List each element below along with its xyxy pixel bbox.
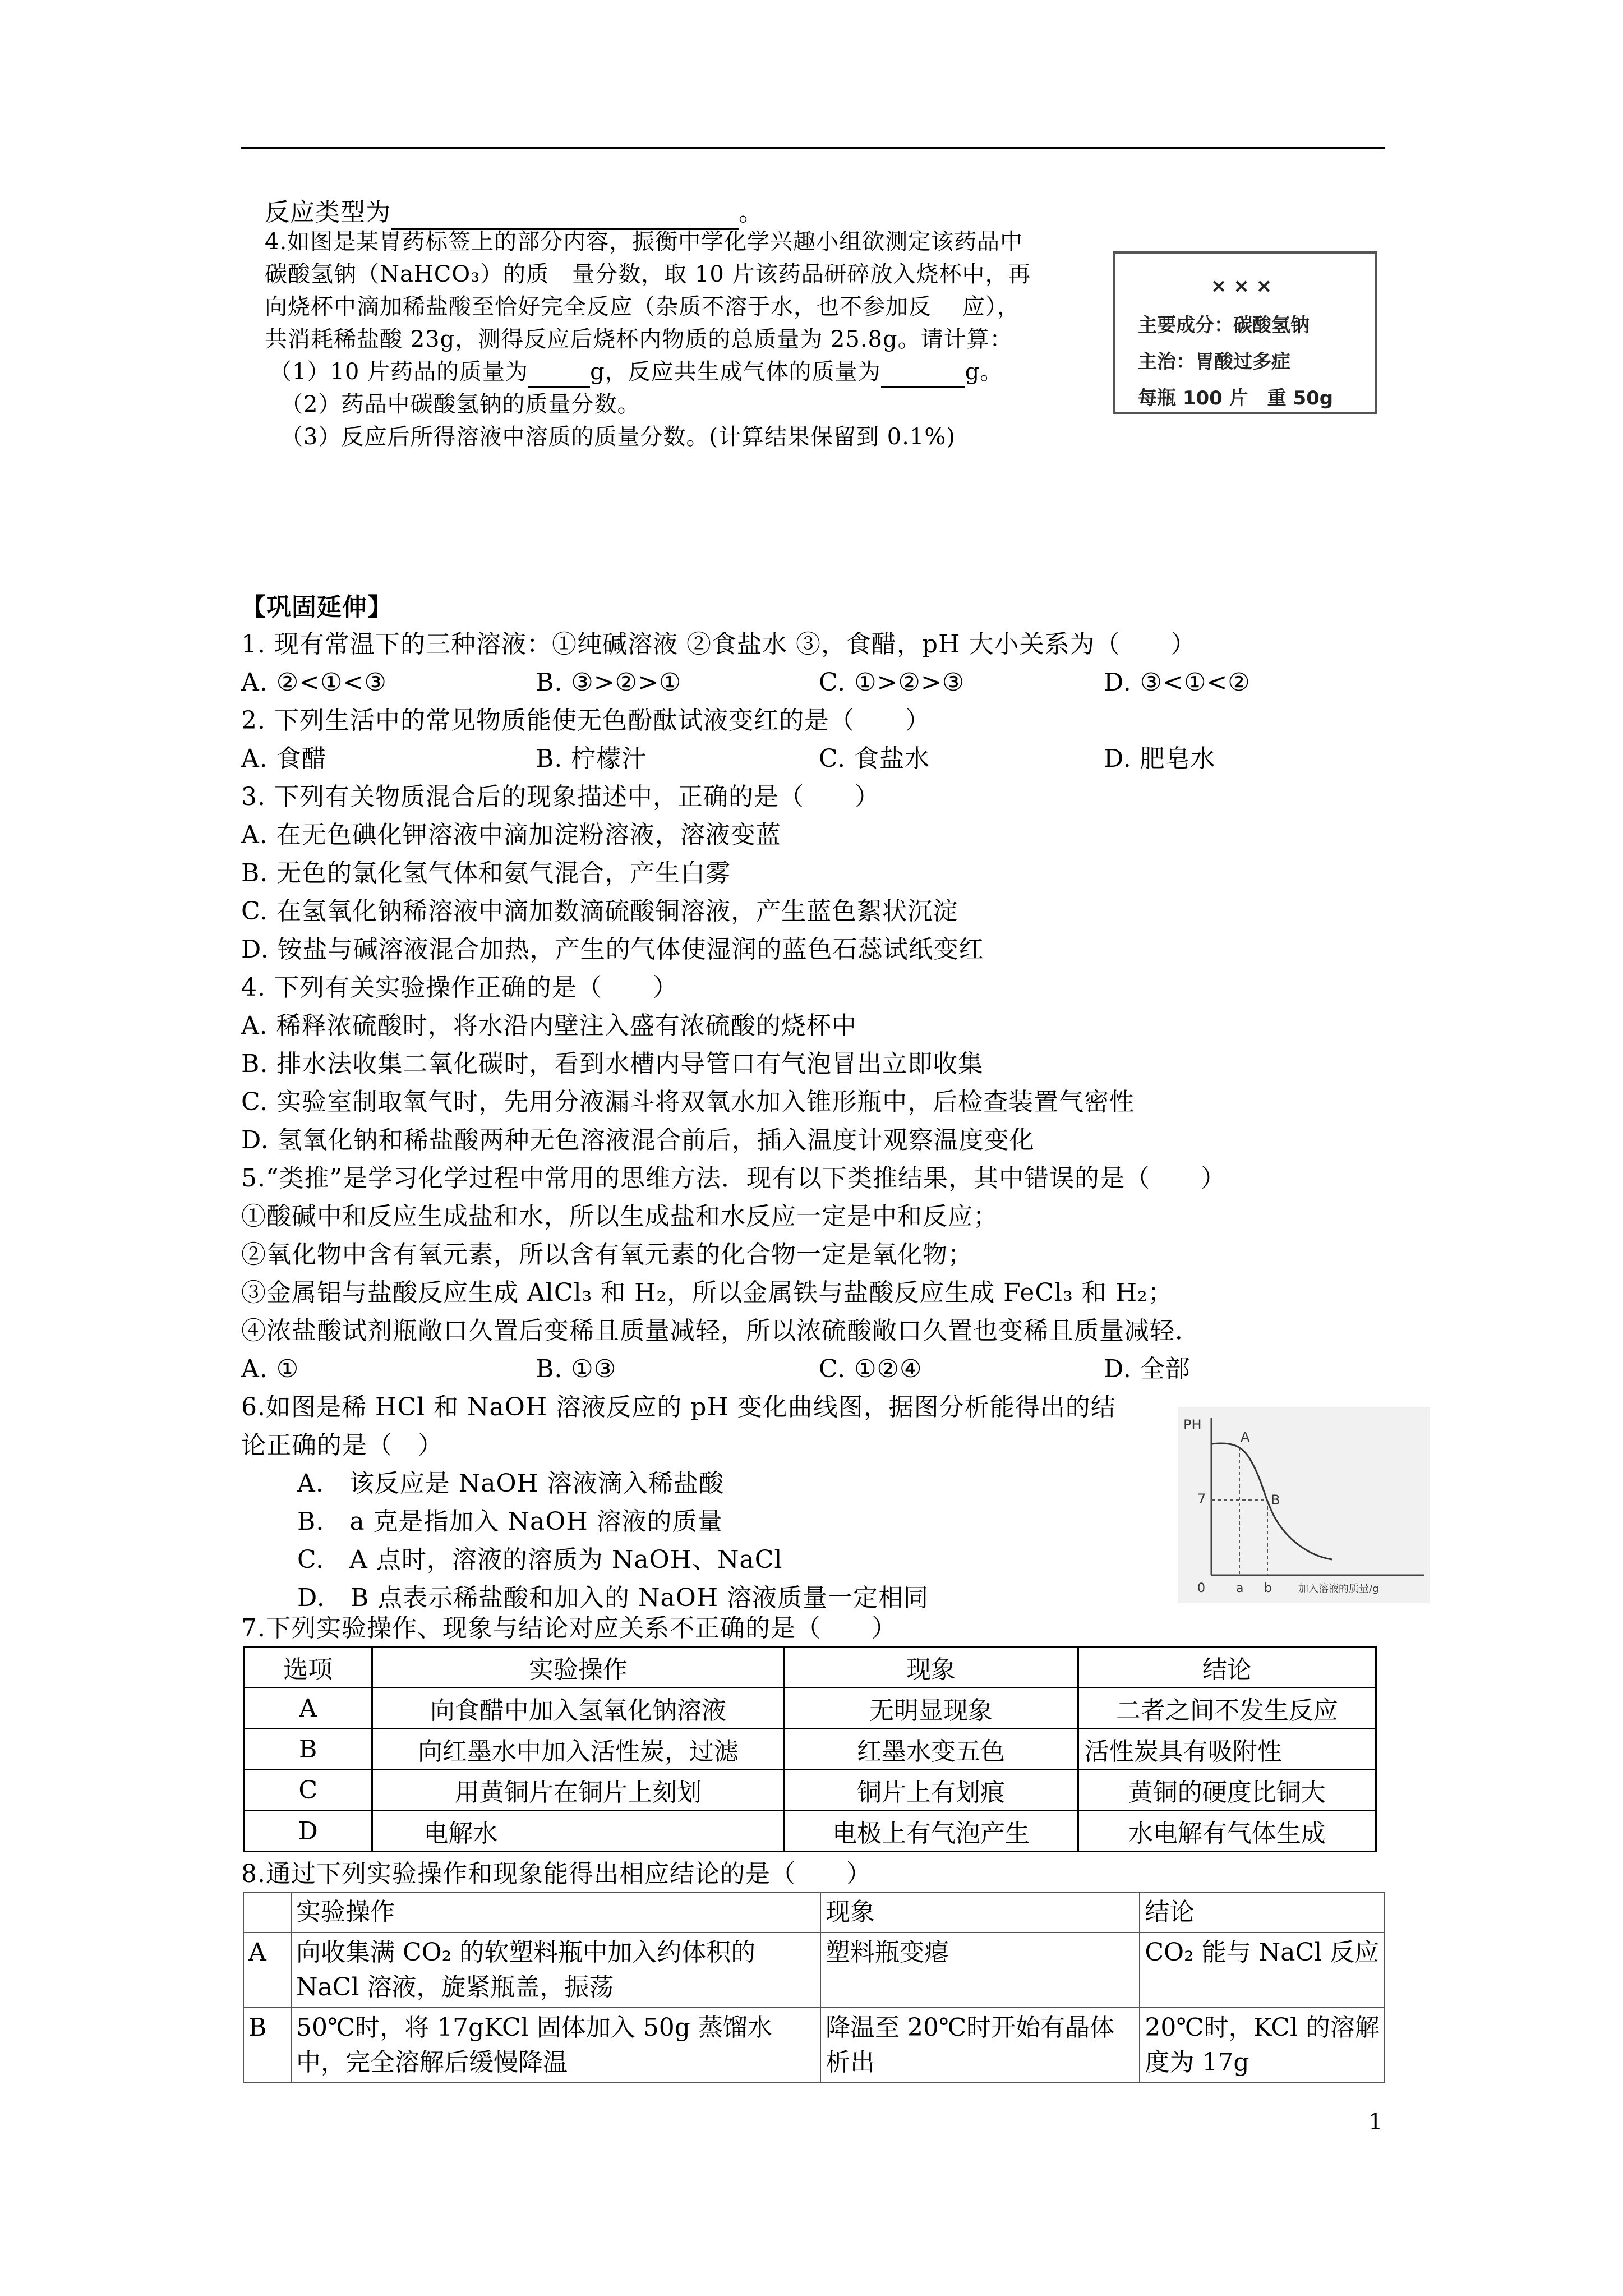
table-header-cell: 现象 xyxy=(820,1892,1140,1932)
table-row xyxy=(243,2008,1385,2083)
table-cell: 电解水 xyxy=(372,1811,784,1852)
drug-label-ingredient: 主要成分：碳酸氢钠 xyxy=(1138,314,1310,337)
table-cell: 50℃时，将 17gKCl 固体加入 50g 蒸馏水中，完全溶解后缓慢降温 xyxy=(291,2008,820,2083)
table-cell: 用黄铜片在铜片上刻划 xyxy=(372,1770,784,1811)
ph-x-tick-a: a xyxy=(1236,1581,1244,1595)
q3-option-c: C. 在氢氧化钠稀溶液中滴加数滴硫酸铜溶液，产生蓝色絮状沉淀 xyxy=(241,897,958,926)
table-row xyxy=(244,1729,1376,1770)
ph-point-a-label: A xyxy=(1241,1429,1250,1445)
table-cell: 活性炭具有吸附性 xyxy=(1078,1729,1376,1770)
tablet-mass-blank[interactable] xyxy=(528,364,590,388)
sub1-part-c: g。 xyxy=(965,359,1003,385)
table-cell: 塑料瓶变瘪 xyxy=(820,1932,1140,2008)
calc-q4-line3: 向烧杯中滴加稀盐酸至恰好完全反应（杂质不溶于水，也不参加反 应）， xyxy=(265,294,1020,320)
table-cell: 向收集满 CO₂ 的软塑料瓶中加入约体积的 NaCl 溶液，旋紧瓶盖，振荡 xyxy=(291,1932,820,2008)
table-cell: C xyxy=(244,1770,372,1811)
ph-x-tick-0: 0 xyxy=(1197,1581,1205,1595)
header-rule xyxy=(241,147,1385,149)
table-cell: 20℃时，KCl 的溶解度为 17g xyxy=(1140,2008,1385,2083)
reaction-type-label: 反应类型为 xyxy=(265,198,391,227)
ph-point-b-label: B xyxy=(1271,1492,1280,1508)
q6-stem-line2: 论正确的是（ ） xyxy=(241,1431,443,1460)
q6-option-b: B. a 克是指加入 NaOH 溶液的质量 xyxy=(297,1507,723,1536)
ph-curve-figure xyxy=(1178,1407,1430,1603)
q2-option-d: D. 肥皂水 xyxy=(1104,744,1216,773)
table-header-cell: 结论 xyxy=(1078,1647,1376,1688)
q1-option-d: D. ③<①<② xyxy=(1104,668,1251,697)
calc-q4-sub2: （2）药品中碳酸氢钠的质量分数。 xyxy=(280,392,640,417)
drug-label-package: 每瓶 100 片 重 50g xyxy=(1138,387,1334,409)
drug-label-indication: 主治：胃酸过多症 xyxy=(1138,351,1290,373)
ph-x-axis-label: 加入溶液的质量/g xyxy=(1298,1583,1379,1595)
table-cell: 向红墨水中加入活性炭，过滤 xyxy=(372,1729,784,1770)
q1-option-c: C. ①>②>③ xyxy=(819,668,965,697)
calc-q4-line2: 碳酸氢钠（NaHCO₃）的质 量分数，取 10 片该药品研碎放入烧杯中，再 xyxy=(265,261,1031,287)
table-header-cell: 结论 xyxy=(1140,1892,1385,1932)
table-cell: B xyxy=(243,2008,291,2083)
q5-option-d: D. 全部 xyxy=(1104,1355,1191,1383)
q6-option-c: C. A 点时，溶液的溶质为 NaOH、NaCl xyxy=(297,1545,783,1574)
table-cell: 电极上有气泡产生 xyxy=(784,1811,1078,1852)
calc-q4-sub3: （3）反应后所得溶液中溶质的质量分数。(计算结果保留到 0.1%) xyxy=(280,424,956,450)
q1-option-b: B. ③>②>① xyxy=(536,668,682,697)
q5-item-2: ②氧化物中含有氧元素，所以含有氧元素的化合物一定是氧化物； xyxy=(241,1240,973,1269)
table-cell: CO₂ 能与 NaCl 反应 xyxy=(1140,1932,1385,2008)
table-cell: A xyxy=(243,1932,291,2008)
table-cell: A xyxy=(244,1688,372,1729)
q2-option-b: B. 柠檬汁 xyxy=(536,744,647,773)
q4-option-b: B. 排水法收集二氧化碳时，看到水槽内导管口有气泡冒出立即收集 xyxy=(241,1050,984,1078)
q3-stem: 3. 下列有关物质混合后的现象描述中，正确的是（ ） xyxy=(241,783,880,811)
table-row xyxy=(243,1932,1385,2008)
table-cell: 铜片上有划痕 xyxy=(784,1770,1078,1811)
q5-option-c: C. ①②④ xyxy=(819,1355,923,1383)
q7-table xyxy=(243,1646,1377,1852)
q8-table xyxy=(243,1892,1385,2083)
q5-stem: 5.“类推”是学习化学过程中常用的思维方法．现有以下类推结果，其中错误的是（ ） xyxy=(241,1164,1226,1193)
q6-stem-line1: 6.如图是稀 HCl 和 NaOH 溶液反应的 pH 变化曲线图，据图分析能得出的结 xyxy=(241,1393,1116,1421)
table-header-cell: 现象 xyxy=(784,1647,1078,1688)
table-header-row xyxy=(243,1892,1385,1932)
table-cell: 降温至 20℃时开始有晶体析出 xyxy=(820,2008,1140,2083)
q2-option-a: A. 食醋 xyxy=(241,744,327,773)
sub1-part-b: g，反应共生成气体的质量为 xyxy=(590,359,881,385)
sub1-part-a: （1）10 片药品的质量为 xyxy=(269,359,529,385)
q5-option-a: A. ① xyxy=(241,1355,299,1383)
drug-label-image xyxy=(1113,251,1377,414)
table-cell: 向食醋中加入氢氧化钠溶液 xyxy=(372,1688,784,1729)
q3-option-b: B. 无色的氯化氢气体和氨气混合，产生白雾 xyxy=(241,859,731,887)
table-cell: 红墨水变五色 xyxy=(784,1729,1078,1770)
calc-q4-line1: 4.如图是某胃药标签上的部分内容，振衡中学化学兴趣小组欲测定该药品中 xyxy=(265,229,1023,255)
table-row xyxy=(244,1770,1376,1811)
q1-stem: 1. 现有常温下的三种溶液：①纯碱溶液 ②食盐水 ③，食醋，pH 大小关系为（ ） xyxy=(241,630,1196,659)
q3-option-a: A. 在无色碘化钾溶液中滴加淀粉溶液，溶液变蓝 xyxy=(241,821,781,849)
reaction-type-line xyxy=(265,195,764,230)
q5-item-3: ③金属铝与盐酸反应生成 AlCl₃ 和 H₂，所以金属铁与盐酸反应生成 FeCl₃ 和 H₂； xyxy=(241,1278,1173,1307)
ph-y-axis-label: PH xyxy=(1183,1417,1202,1433)
q4-option-a: A. 稀释浓硫酸时，将水沿内壁注入盛有浓硫酸的烧杯中 xyxy=(241,1011,857,1040)
calc-q4-sub1 xyxy=(269,356,1003,388)
table-cell: B xyxy=(244,1729,372,1770)
table-header-row xyxy=(244,1647,1376,1688)
table-row xyxy=(244,1811,1376,1852)
q3-option-d: D. 铵盐与碱溶液混合加热，产生的气体使湿润的蓝色石蕊试纸变红 xyxy=(241,935,984,964)
q5-item-1: ①酸碱中和反应生成盐和水，所以生成盐和水反应一定是中和反应； xyxy=(241,1202,998,1231)
table-cell: 水电解有气体生成 xyxy=(1078,1811,1376,1852)
table-cell: 无明显现象 xyxy=(784,1688,1078,1729)
ph-x-tick-b: b xyxy=(1264,1581,1272,1595)
ph-y-tick-7: 7 xyxy=(1197,1491,1206,1507)
q6-option-d: D. B 点表示稀盐酸和加入的 NaOH 溶液质量一定相同 xyxy=(297,1584,929,1612)
q2-stem: 2. 下列生活中的常见物质能使无色酚酞试液变红的是（ ） xyxy=(241,706,930,735)
drug-label-title: × × × xyxy=(1211,275,1272,297)
table-header-cell: 选项 xyxy=(244,1647,372,1688)
q8-stem: 8.通过下列实验操作和现象能得出相应结论的是（ ） xyxy=(241,1860,872,1888)
q4-stem: 4. 下列有关实验操作正确的是（ ） xyxy=(241,973,678,1002)
table-cell: D xyxy=(244,1811,372,1852)
table-header-cell: 实验操作 xyxy=(372,1647,784,1688)
q1-option-a: A. ②<①<③ xyxy=(241,668,387,697)
q5-item-4: ④浓盐酸试剂瓶敞口久置后变稀且质量减轻，所以浓硫酸敞口久置也变稀且质量减轻． xyxy=(241,1317,1200,1345)
q2-option-c: C. 食盐水 xyxy=(819,744,930,773)
q7-stem: 7.下列实验操作、现象与结论对应关系不正确的是（ ） xyxy=(241,1614,897,1642)
reaction-type-end: 。 xyxy=(739,198,764,227)
calc-q4-line4: 共消耗稀盐酸 23g，测得反应后烧杯内物质的总质量为 25.8g。请计算： xyxy=(265,326,1013,352)
q4-option-d: D. 氢氧化钠和稀盐酸两种无色溶液混合前后，插入温度计观察温度变化 xyxy=(241,1126,1035,1154)
gas-mass-blank[interactable] xyxy=(881,364,965,388)
table-row xyxy=(244,1688,1376,1729)
page-number: 1 xyxy=(1368,2109,1383,2135)
table-cell: 黄铜的硬度比铜大 xyxy=(1078,1770,1376,1811)
table-header-cell: 实验操作 xyxy=(291,1892,820,1932)
q6-option-a: A. 该反应是 NaOH 溶液滴入稀盐酸 xyxy=(297,1469,724,1498)
q5-option-b: B. ①③ xyxy=(536,1355,617,1383)
table-header-cell xyxy=(243,1892,291,1932)
table-cell: 二者之间不发生反应 xyxy=(1078,1688,1376,1729)
q4-option-c: C. 实验室制取氧气时，先用分液漏斗将双氧水加入锥形瓶中，后检查装置气密性 xyxy=(241,1088,1135,1116)
section-title: 【巩固延伸】 xyxy=(241,593,393,622)
